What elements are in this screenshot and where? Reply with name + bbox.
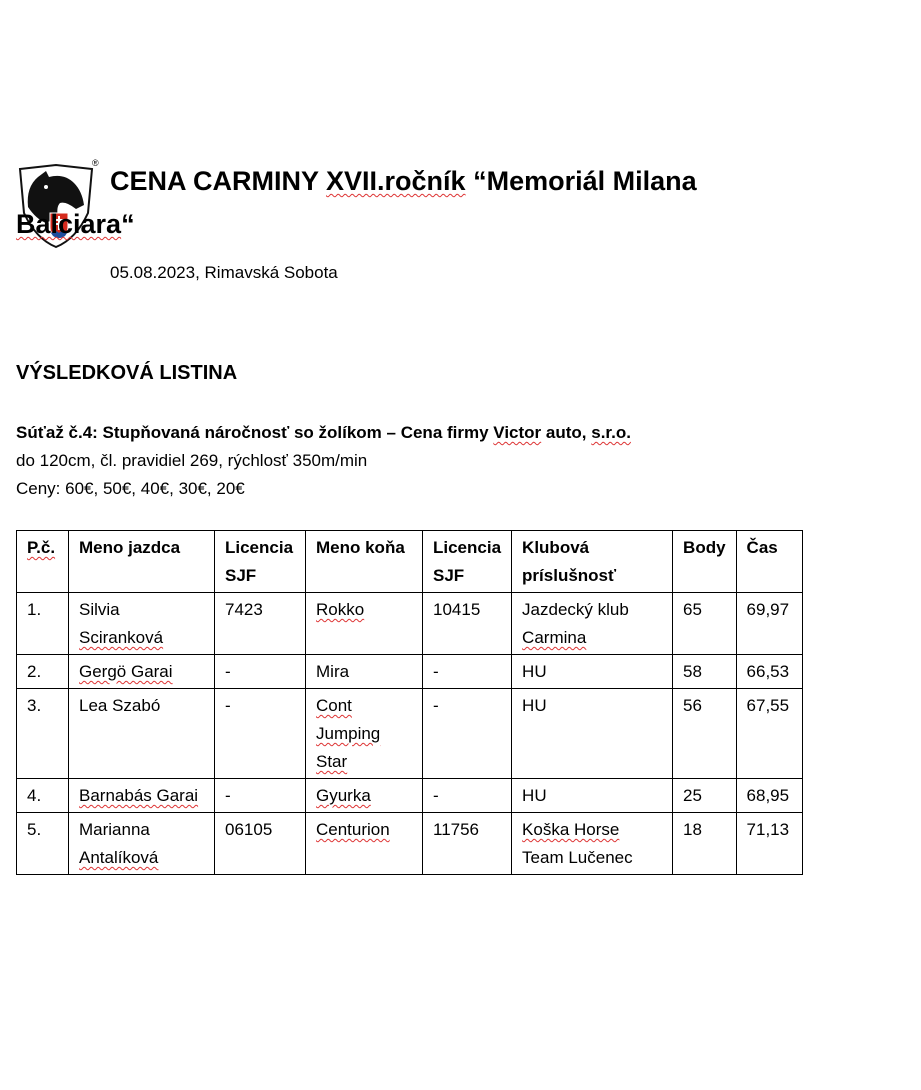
cell-rider-license: 7423 [215,593,306,655]
closing-quote: “ [121,209,135,239]
cell-horse-license: 10415 [423,593,512,655]
cell-horse-license: - [423,655,512,689]
cell-horse: Cont Jumping Star [306,689,423,779]
results-heading: VÝSLEDKOVÁ LISTINA [16,362,238,384]
header-club: Klubová príslušnosť [512,531,673,593]
header-horse-license: Licencia SJF [423,531,512,593]
cell-points: 18 [673,813,737,875]
header-points: Body [673,531,737,593]
table-row [17,655,803,689]
cell-rider-license: - [215,779,306,813]
competition-details: do 120cm, čl. pravidiel 269, rýchlosť 350m/min [16,451,368,470]
table-row [17,779,803,813]
results-table [16,530,803,875]
cell-horse: Rokko [306,593,423,655]
cell-club: HU [512,655,673,689]
cell-position: 3. [17,689,69,779]
header-horse: Meno koňa [306,531,423,593]
competition-title-middle: auto, [541,423,592,442]
cell-horse-license: - [423,779,512,813]
cell-position: 5. [17,813,69,875]
competition-title [16,423,631,443]
cell-position: 4. [17,779,69,813]
registered-mark: ® [92,158,99,168]
event-title-suffix: “Memoriál Milana [465,166,697,196]
cell-club: HU [512,689,673,779]
event-title-continuation [16,209,135,240]
memorial-name: Balciara [16,209,122,239]
cell-time: 67,55 [736,689,802,779]
event-title-prefix: CENA CARMINY [110,166,327,196]
table-row [17,813,803,875]
table-header-row [17,531,803,593]
cell-points: 58 [673,655,737,689]
cell-rider: Barnabás Garai [69,779,215,813]
cell-position: 2. [17,655,69,689]
cell-club: HU [512,779,673,813]
event-edition: XVII.ročník [326,166,466,196]
competition-prizes: Ceny: 60€, 50€, 40€, 30€, 20€ [16,479,245,498]
event-date-place: 05.08.2023, Rimavská Sobota [110,263,338,282]
header-rider-license: Licencia SJF [215,531,306,593]
table-row [17,689,803,779]
cell-rider-license: - [215,689,306,779]
cell-position: 1. [17,593,69,655]
cell-time: 71,13 [736,813,802,875]
cell-horse-license: 11756 [423,813,512,875]
cell-rider-license: 06105 [215,813,306,875]
cell-time: 66,53 [736,655,802,689]
cell-time: 69,97 [736,593,802,655]
header-position: P.č. [17,531,69,593]
cell-rider: Marianna Antalíková [69,813,215,875]
cell-rider-license: - [215,655,306,689]
header-rider: Meno jazdca [69,531,215,593]
event-title [110,166,697,197]
cell-horse-license: - [423,689,512,779]
cell-horse: Mira [306,655,423,689]
cell-club: Koška Horse Team Lučenec [512,813,673,875]
cell-time: 68,95 [736,779,802,813]
header-time: Čas [736,531,802,593]
cell-points: 25 [673,779,737,813]
cell-horse: Centurion [306,813,423,875]
cell-horse: Gyurka [306,779,423,813]
cell-points: 56 [673,689,737,779]
cell-club: Jazdecký klub Carmina [512,593,673,655]
cell-rider: Silvia Sciranková [69,593,215,655]
table-row [17,593,803,655]
sponsor-suffix: s.r.o. [591,423,631,442]
cell-rider: Lea Szabó [69,689,215,779]
sponsor-name: Victor [493,423,542,442]
cell-points: 65 [673,593,737,655]
cell-rider: Gergö Garai [69,655,215,689]
competition-title-prefix: Súťaž č.4: Stupňovaná náročnosť so žolíkom – Cena firmy [16,423,494,442]
